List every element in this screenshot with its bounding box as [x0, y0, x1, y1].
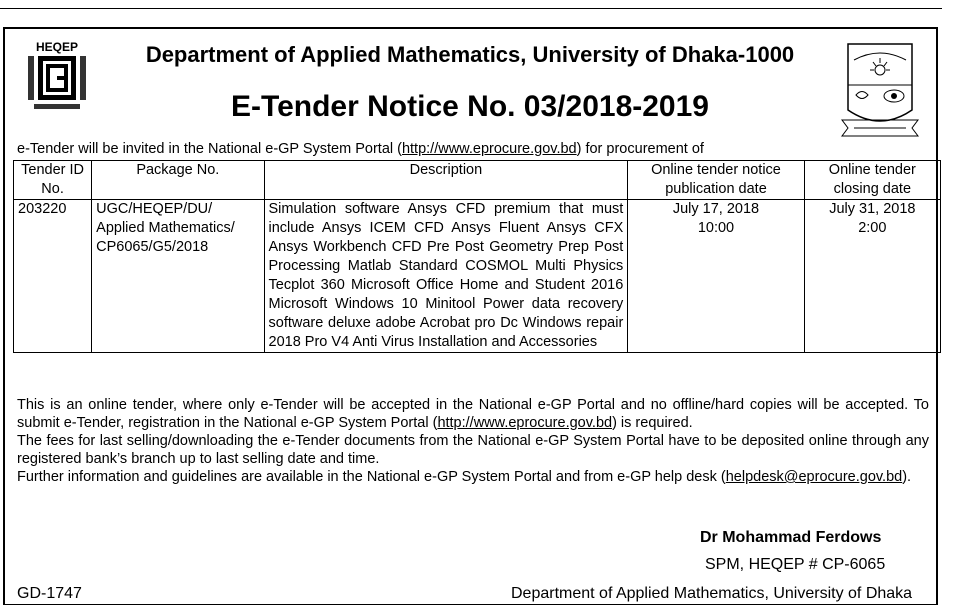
intro-text-after: ) for procurement of: [576, 141, 704, 157]
heqep-logo-text: HEQEP: [35, 40, 79, 54]
table-header-row: [14, 161, 941, 200]
cell-closing: [804, 200, 940, 353]
footer-p1-end: ) is required.: [612, 415, 693, 431]
heqep-logo: [24, 40, 90, 112]
publication-time: 10:00: [697, 220, 735, 236]
publication-date: July 17, 2018: [672, 201, 760, 217]
closing-date: July 31, 2018: [829, 201, 916, 217]
helpdesk-email-link[interactable]: helpdesk@eprocure.gov.bd: [725, 469, 903, 485]
header-publication: Online tender notice publication date: [628, 161, 804, 200]
header-package: Package No.: [92, 161, 264, 200]
signatory-department: Department of Applied Mathematics, University of Dhaka: [511, 585, 913, 602]
footer-p3-text: Further information and guidelines are available in the National e-GP System Portal and from e-GP help desk (: [17, 469, 726, 485]
footer-paragraph-3: [17, 468, 929, 486]
header-tender-id: Tender ID No.: [14, 161, 92, 200]
cell-package: UGC/HEQEP/DU/ Applied Mathematics/ CP6065/G5/2018: [92, 200, 264, 353]
university-seal-logo: [840, 40, 920, 138]
notice-title: E-Tender Notice No. 03/2018-2019: [231, 90, 709, 123]
footer-notes: [17, 396, 929, 486]
header-closing: Online tender closing date: [804, 161, 940, 200]
tender-table: [13, 160, 941, 353]
header-description: Description: [264, 161, 628, 200]
signatory-name: Dr Mohammad Ferdows: [700, 529, 882, 546]
footer-paragraph-1: [17, 396, 929, 432]
eprocure-link[interactable]: http://www.eprocure.gov.bd: [401, 141, 577, 157]
cell-description: Simulation software Ansys CFD premium that must include Ansys ICEM CFD Ansys Fluent Ansys CFX Ansys Workbench CFD Pre Post Geometry Prep Post Processing Matlab Standard COSMOL Multi Physics Tecplot 360 Microsoft Office Home and Student 2016 Microsoft Windows 10 Minitool Power data recovery software deluxe adobe Acrobat pro Dc Windows repair 2018 Pro V4 Anti Virus Installation and Accessories: [264, 200, 628, 353]
department-title: Department of Applied Mathematics, University of Dhaka-1000: [145, 42, 795, 67]
table-row: [14, 200, 941, 353]
closing-time: 2:00: [858, 220, 887, 236]
signatory-role: SPM, HEQEP # CP-6065: [705, 556, 886, 573]
gd-reference: GD-1747: [17, 585, 82, 602]
intro-line: [17, 141, 704, 157]
top-rule: [0, 8, 942, 9]
footer-p3-end: ).: [902, 469, 912, 485]
eprocure-link-2[interactable]: http://www.eprocure.gov.bd: [437, 415, 613, 431]
intro-text-before: e-Tender will be invited in the National e-GP System Portal (: [17, 141, 402, 157]
footer-paragraph-2: The fees for last selling/downloading the e-Tender documents from the National e-GP System Portal have to be deposited online through any registered bank’s branch up to last selling date and time.: [17, 433, 929, 467]
cell-tender-id: 203220: [14, 200, 92, 353]
footer-p1-text: This is an online tender, where only e-Tender will be accepted in the National e-GP Portal and no offline/hard copies will be accepted. To submit e-Tender, registration in the National e-GP System Portal (: [17, 397, 929, 431]
cell-publication: [628, 200, 804, 353]
